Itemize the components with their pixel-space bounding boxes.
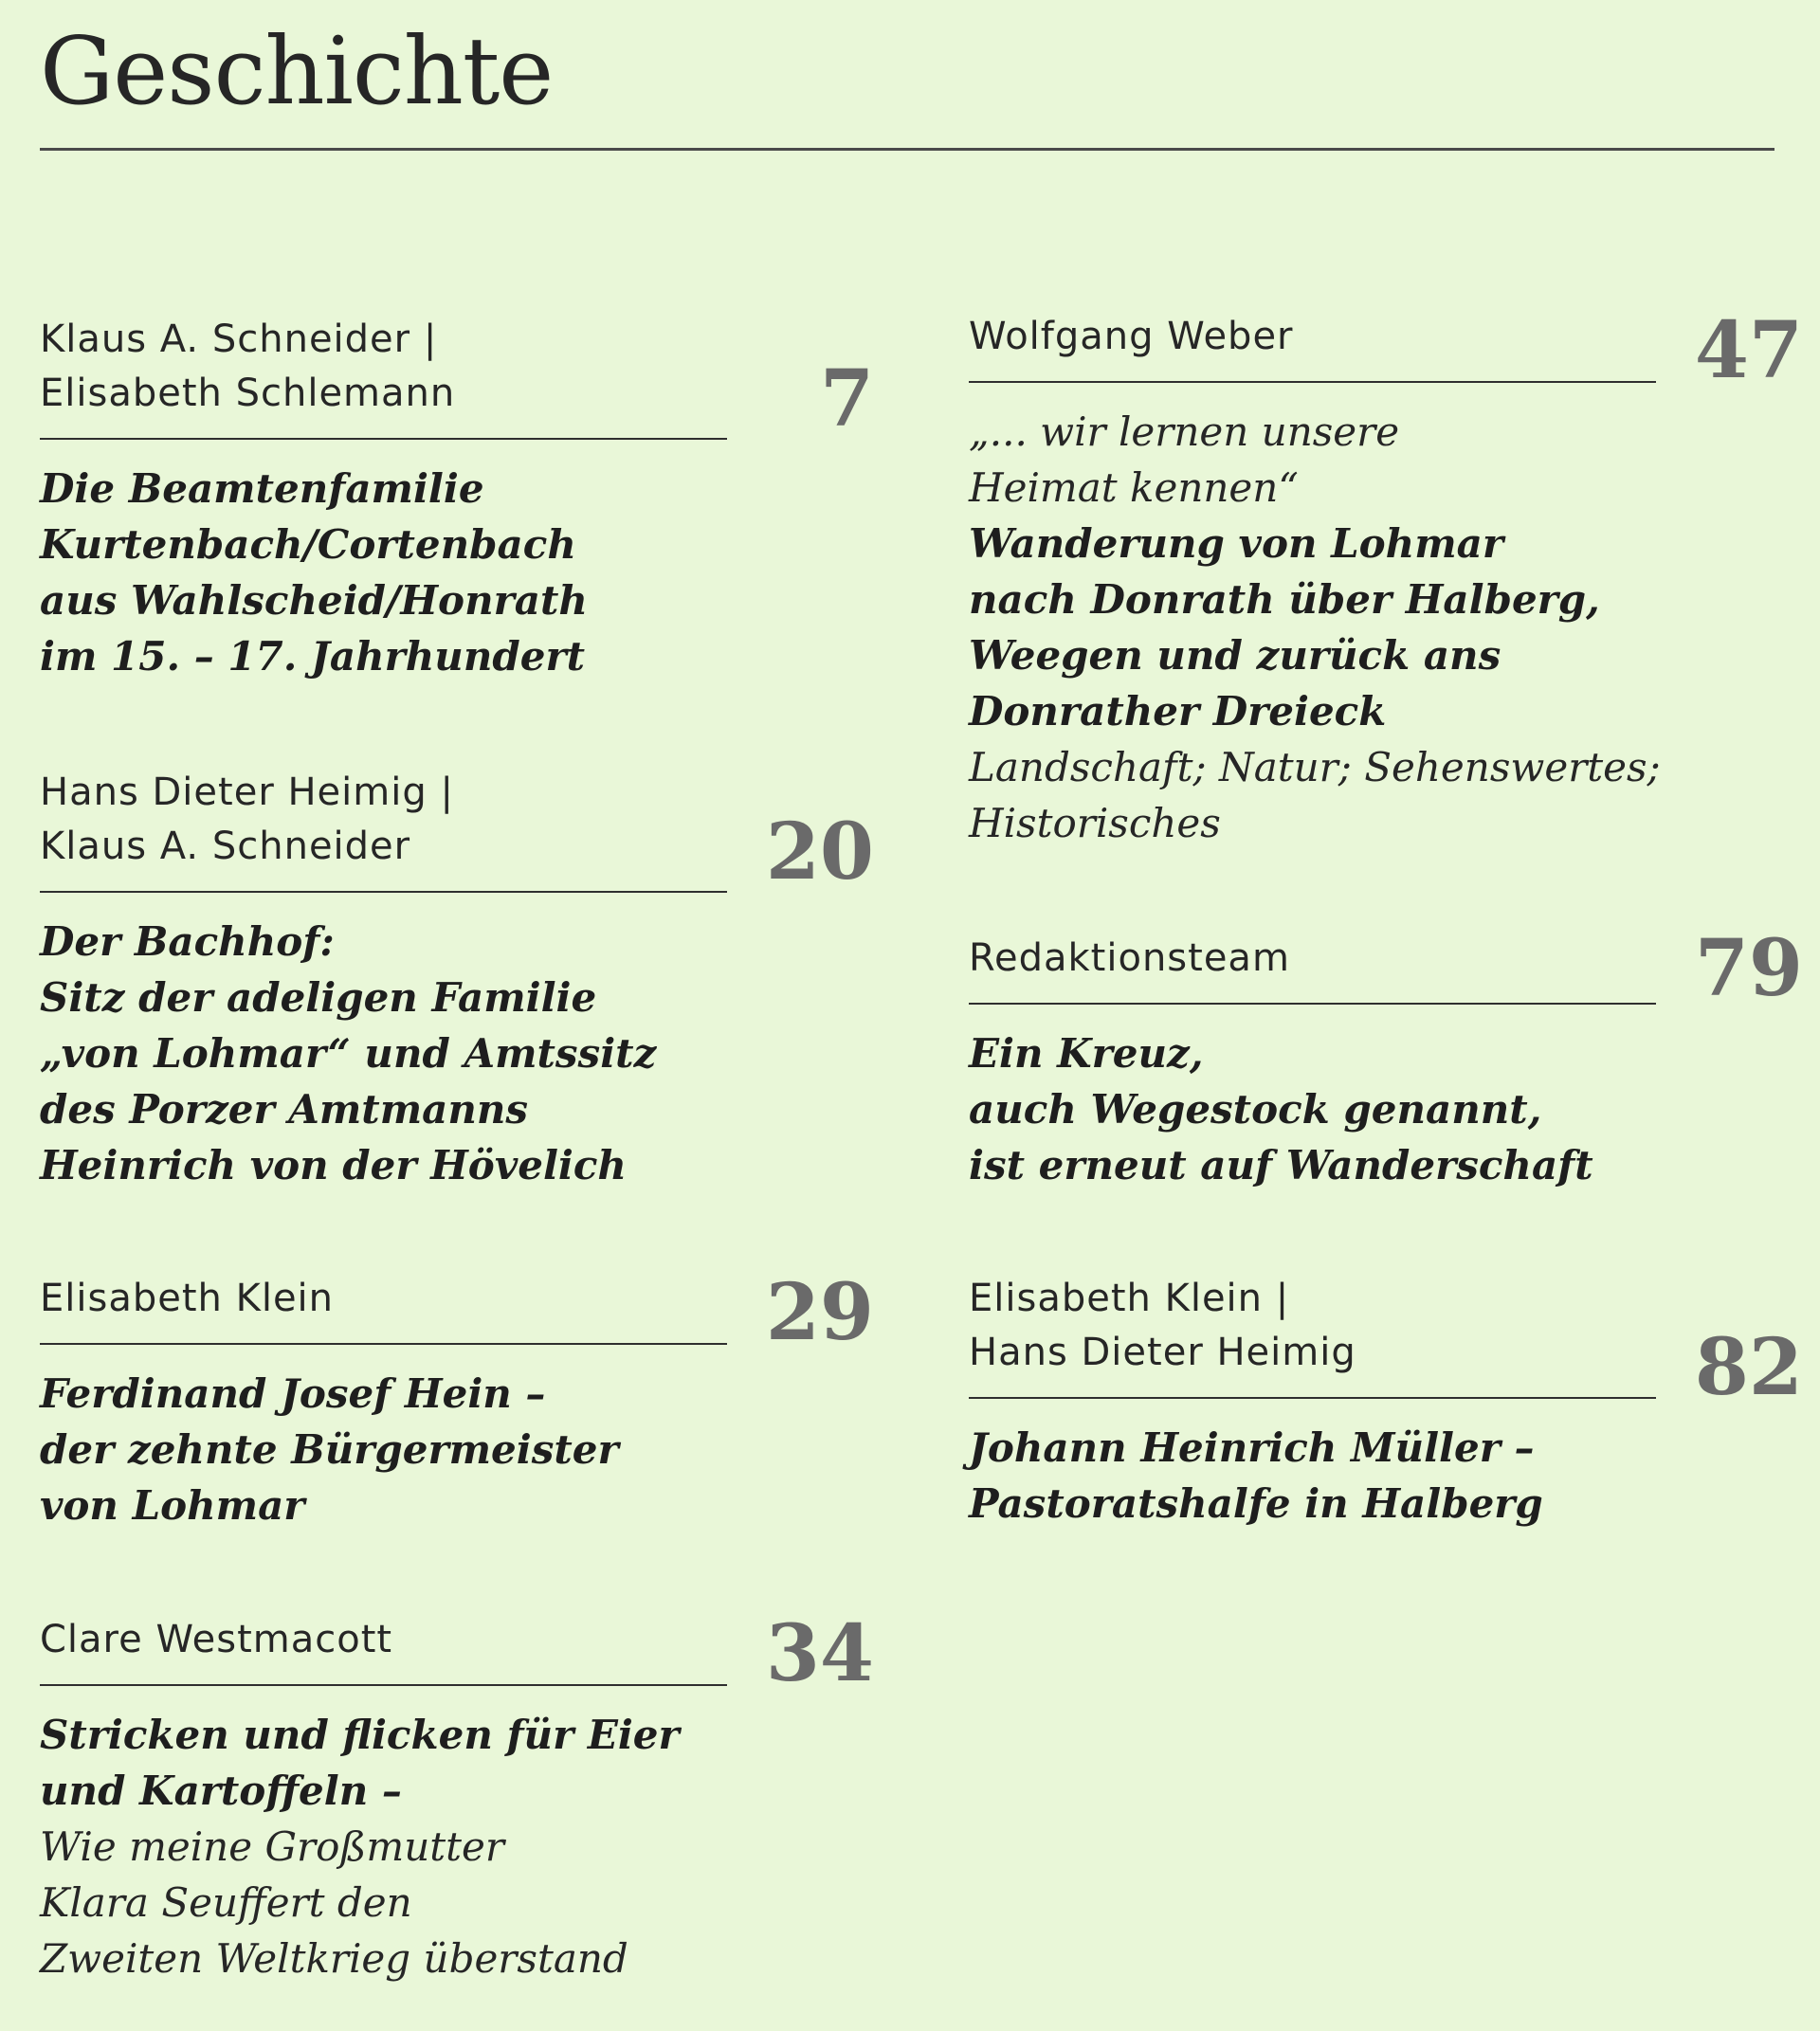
author-name: Hans Dieter Heimig | <box>40 771 454 814</box>
entry-authors <box>40 1272 722 1326</box>
article-title[interactable]: Ein Kreuz, auch Wegestock genannt, ist erneut auf Wanderschaft <box>969 1030 1593 1188</box>
page-number[interactable]: 20 <box>765 807 874 898</box>
toc-entry[interactable] <box>40 1267 874 1533</box>
toc-entry[interactable] <box>969 923 1803 1193</box>
entry-divider <box>969 381 1656 383</box>
author-name: Klaus A. Schneider <box>40 825 411 868</box>
author-name: Elisabeth Schlemann <box>40 372 456 415</box>
page-number[interactable]: 7 <box>819 354 874 444</box>
entry-authors <box>969 932 1651 986</box>
toc-entry[interactable] <box>969 1272 1803 1532</box>
page-number[interactable]: 34 <box>765 1608 874 1699</box>
article-title[interactable]: Ferdinand Josef Hein – der zehnte Bürgermeister von Lohmar <box>40 1370 619 1529</box>
page-number[interactable]: 79 <box>1694 923 1803 1014</box>
author-name: Elisabeth Klein | <box>969 1277 1290 1320</box>
page-title: Geschichte <box>40 18 554 126</box>
entry-divider <box>40 1684 727 1686</box>
page-number[interactable]: 29 <box>765 1267 874 1358</box>
toc-entry[interactable] <box>40 313 874 684</box>
toc-entry[interactable] <box>969 305 1803 851</box>
entry-authors <box>40 1613 722 1667</box>
entry-divider <box>969 1397 1656 1399</box>
author-name: Wolfgang Weber <box>969 315 1294 358</box>
article-title[interactable]: Die Beamtenfamilie Kurtenbach/Cortenbach aus Wahlscheid/Honrath im 15. – 17. Jahrhundert <box>40 465 588 680</box>
entry-authors <box>969 1272 1651 1380</box>
title-divider <box>40 148 1774 151</box>
toc-entry[interactable] <box>40 1608 874 1986</box>
article-title[interactable]: Johann Heinrich Müller – Pastoratshalfe in Halberg <box>969 1424 1543 1527</box>
entry-divider <box>40 1343 727 1345</box>
author-name: Redaktionsteam <box>969 936 1290 980</box>
article-kicker: „... wir lernen unsere Heimat kennen“ <box>969 408 1400 511</box>
author-name: Klaus A. Schneider | <box>40 317 438 361</box>
page-number[interactable]: 82 <box>1694 1322 1803 1413</box>
article-title[interactable]: Wanderung von Lohmar nach Donrath über Halberg, Weegen und zurück ans Donrather Dreieck <box>969 520 1600 734</box>
entry-divider <box>40 891 727 893</box>
entry-authors <box>969 310 1651 364</box>
entry-divider <box>40 438 727 440</box>
author-name: Hans Dieter Heimig <box>969 1331 1356 1374</box>
entry-authors <box>40 766 722 874</box>
toc-entry[interactable] <box>40 766 874 1193</box>
article-title[interactable]: Stricken und flicken für Eier und Kartoffeln – <box>40 1712 680 1814</box>
entry-authors <box>40 313 722 421</box>
page-number[interactable]: 47 <box>1694 305 1803 396</box>
article-title[interactable]: Der Bachhof: Sitz der adeligen Familie „von Lohmar“ und Amtssitz des Porzer Amtmanns Heinrich von der Hövelich <box>40 918 657 1188</box>
entry-divider <box>969 1003 1656 1005</box>
author-name: Clare Westmacott <box>40 1618 393 1661</box>
article-subtitle: Wie meine Großmutter Klara Seuffert den Zweiten Weltkrieg überstand <box>40 1823 628 1982</box>
article-subtitle: Landschaft; Natur; Sehenswertes; Historisches <box>969 744 1661 846</box>
author-name: Elisabeth Klein <box>40 1277 335 1320</box>
